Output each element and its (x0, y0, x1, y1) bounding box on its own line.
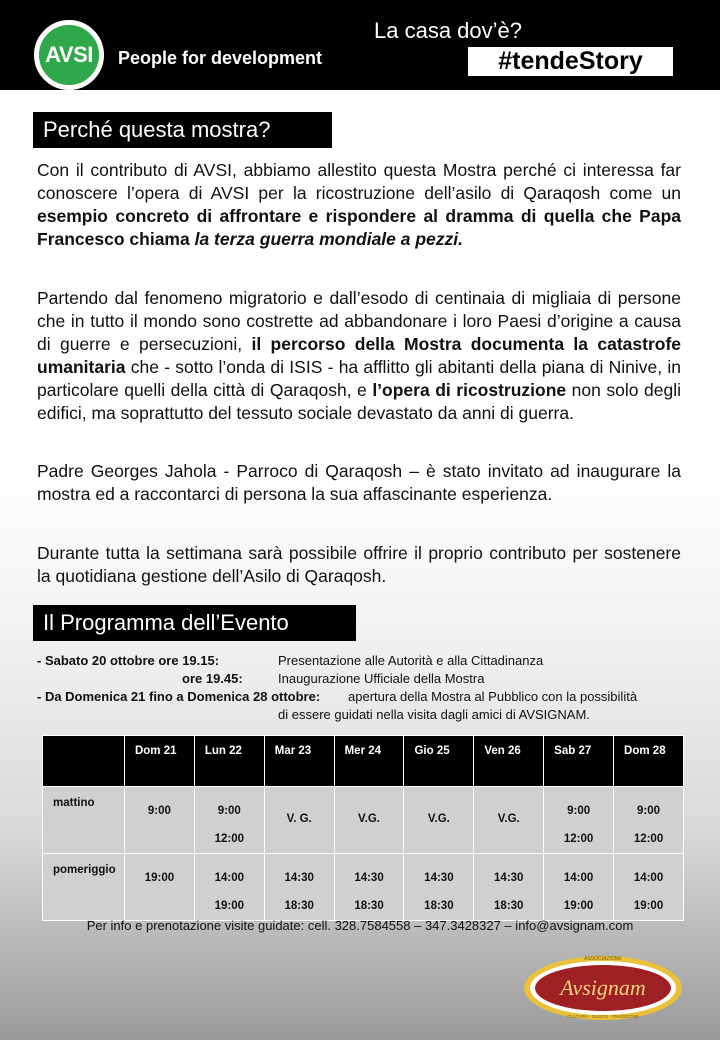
time-cell: V.G. (474, 787, 544, 854)
time-cell: 14:30 18:30 (474, 854, 544, 921)
program-line2-date: ore 19.45: (182, 671, 243, 686)
p2-text-bold-b: l’opera di ricostruzione (372, 380, 567, 400)
schedule-row-afternoon (43, 854, 684, 921)
badge-bottom-text: CULTURA · GUSTO · TRADIZIONE (567, 1014, 639, 1019)
program-line2-text: Inaugurazione Ufficiale della Mostra (278, 671, 485, 686)
hashtag-label: #tendeStory (468, 47, 673, 76)
time-cell: 14:00 19:00 (194, 854, 264, 921)
p1-text-bold: esempio concreto di affrontare e rispondere al dramma di quella che Papa Francesco chiama (37, 206, 681, 249)
badge-name: Avsignam (560, 975, 646, 1000)
program-line4-text: di essere guidati nella visita dagli amici di AVSIGNAM. (278, 707, 590, 722)
program-line1-date: - Sabato 20 ottobre ore 19.15: (37, 653, 220, 668)
time-cell: 9:00 (124, 787, 194, 854)
time-cell: V.G. (334, 787, 404, 854)
contact-info: Per info e prenotazione visite guidate: cell. 328.7584558 – 347.3428327 – info@avsignam.com (86, 918, 634, 933)
row-label: pomeriggio (43, 854, 125, 921)
day-header: Lun 22 (194, 736, 264, 787)
time-cell: 19:00 (124, 854, 194, 921)
section-title-program: Il Programma dell’Evento (33, 605, 356, 641)
time-cell: 14:30 18:30 (404, 854, 474, 921)
schedule-table (42, 735, 684, 921)
time-cell: 14:30 18:30 (334, 854, 404, 921)
time-cell: 9:00 12:00 (614, 787, 684, 854)
program-list (37, 652, 697, 732)
time-cell: 14:30 18:30 (264, 854, 334, 921)
row-label: mattino (43, 787, 125, 854)
paragraph-contribution: Durante tutta la settimana sarà possibile offrire il proprio contributo per sostenere la quotidiana gestione dell’Asilo di Qaraqosh. (37, 543, 681, 586)
program-line3-text: apertura della Mostra al Pubblico con la possibilità (348, 689, 638, 704)
logo-text: AVSI (45, 42, 93, 67)
header-question: La casa dov’è? (374, 18, 522, 43)
time-cell: V.G. (404, 787, 474, 854)
p2-text-bold-a: il percorso della Mostra documenta la catastrofe umanitaria (37, 334, 681, 377)
p1-text-a: Con il contributo di AVSI, abbiamo allestito questa Mostra perché ci interessa far conoscere l’opera di AVSI per la ricostruzione dell’asilo di Qaraqosh come un (37, 160, 681, 203)
time-cell: 14:00 19:00 (544, 854, 614, 921)
time-cell: 9:00 12:00 (544, 787, 614, 854)
day-header: Dom 28 (614, 736, 684, 787)
schedule-header-row (43, 736, 684, 787)
badge-top-text: ASSOCIAZIONE (584, 956, 622, 962)
day-header: Gio 25 (404, 736, 474, 787)
section-title-why: Perché questa mostra? (33, 112, 332, 148)
paragraph-intro (37, 159, 681, 251)
paragraph-guest: Padre Georges Jahola - Parroco di Qaraqosh – è stato invitato ad inaugurare la mostra ed a raccontarci di persona la sua affascinante esperienza. (37, 461, 681, 504)
p2-text-c: non solo degli edifici, ma soprattutto del tessuto sociale devastato da anni di guerra. (37, 380, 681, 423)
program-line1-text: Presentazione alle Autorità e alla Cittadinanza (278, 653, 544, 668)
p2-text-a: Partendo dal fenomeno migratorio e dall’esodo di centinaia di migliaia di persone che in tutto il mondo sono costrette ad abbandonare i loro Paesi d’origine a causa di guerre e persecuzioni, (37, 288, 681, 354)
paragraph-journey (37, 287, 681, 425)
schedule-row-morning (43, 787, 684, 854)
day-header: Sab 27 (544, 736, 614, 787)
time-cell: 14:00 19:00 (614, 854, 684, 921)
avsi-logo (34, 20, 104, 90)
time-cell: 9:00 12:00 (194, 787, 264, 854)
p1-text-italic: la terza guerra mondiale a pezzi. (194, 229, 463, 249)
avsignam-logo (523, 955, 683, 1021)
header-bar (0, 0, 720, 90)
day-header: Ven 26 (474, 736, 544, 787)
day-header: Dom 21 (124, 736, 194, 787)
time-cell: V. G. (264, 787, 334, 854)
day-header: Mer 24 (334, 736, 404, 787)
schedule-corner (43, 736, 125, 787)
tagline: People for development (118, 48, 323, 68)
p2-text-b: che - sotto l’onda di ISIS - ha afflitto gli abitanti della piana di Ninive, in particolare quelli della città di Qaraqosh, e (37, 357, 681, 400)
program-line3-date: - Da Domenica 21 fino a Domenica 28 ottobre: (37, 689, 321, 704)
day-header: Mar 23 (264, 736, 334, 787)
